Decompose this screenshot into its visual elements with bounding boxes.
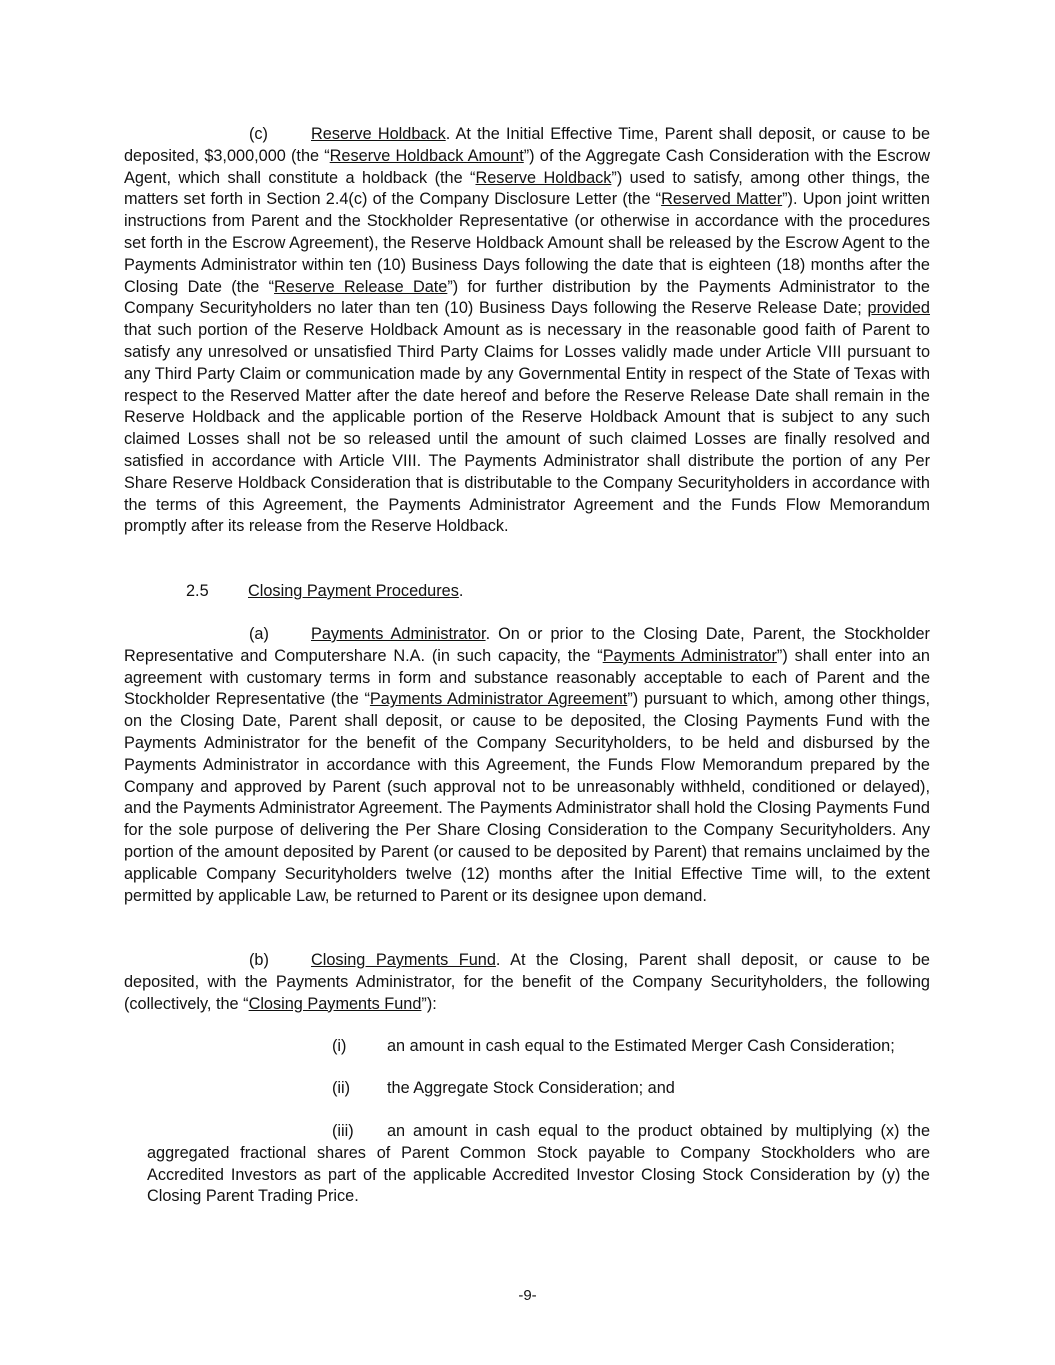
- list-item-text: the Aggregate Stock Consideration; and: [387, 1079, 675, 1097]
- paragraph-reserve-holdback: [124, 124, 930, 538]
- page-number: -9-: [518, 1287, 537, 1304]
- list-item-number: (i): [332, 1037, 347, 1055]
- list-item: [332, 1036, 895, 1058]
- defined-term-reserve-holdback: Reserve Holdback: [475, 168, 612, 187]
- section-title-period: .: [458, 582, 464, 600]
- section-b-label: (b): [249, 951, 269, 969]
- list-item-text: an amount in cash equal to the Estimated Merger Cash Consideration;: [387, 1037, 895, 1055]
- paragraph-payments-administrator: [124, 624, 930, 907]
- list-item: [332, 1078, 675, 1100]
- section-title: Closing Payment Procedures: [248, 582, 459, 600]
- defined-term-reserve-holdback-amount: Reserve Holdback Amount: [329, 146, 524, 165]
- section-c-text-4: ”). Upon joint written instructions from Parent and the Stockholder Representative (or otherwise in accordance with the procedures set forth in the Escrow Agreement), the Reserve Holdback Amount shall be released by the Escrow Agent to the Payments Administrator within ten (10) Business Days following the date that is eighteen (18) months after the Closing Date (the “: [124, 190, 930, 296]
- list-item-text: an amount in cash equal to the product obtained by multiplying (x) the aggregated fractional shares of Parent Common Stock payable to Company Stockholders who are Accredited Investors as part of the applicable Accredited Investor Closing Stock Consideration by (y) the Closing Parent Trading Price.: [147, 1122, 930, 1206]
- section-a-text-1: . On or prior to the Closing Date, Parent, the Stockholder Representative and Computershare N.A. (in such capacity, the “: [124, 625, 930, 665]
- section-b-text-1: . At the Closing, Parent shall deposit, or cause to be deposited, with the Payments Administrator, for the benefit of the Company Securityholders, the following (collectively, the “: [124, 951, 930, 1013]
- section-a-label: (a): [249, 625, 269, 643]
- section-a-text-3: ”) pursuant to which, among other things, on the Closing Date, Parent shall deposit, or cause to be deposited, the Closing Payments Fund with the Payments Administrator for the benefit of the Company Securityholders, to be held and disbursed by the Payments Administrator in accordance with this Agreement, the Funds Flow Memorandum prepared by the Company and approved by Parent (such approval not to be unreasonably withheld, conditioned or delayed), and the Payments Administrator Agreement. The Payments Administrator shall hold the Closing Payments Fund for the sole purpose of delivering the Per Share Closing Consideration to the Company Securityholders. Any portion of the amount deposited by Parent (or caused to be deposited by Parent) that remains unclaimed by the applicable Company Securityholders twelve (12) months after the Initial Effective Time will, to the extent permitted by applicable Law, be returned to Parent or its designee upon demand.: [124, 690, 930, 905]
- section-a-heading: Payments Administrator: [311, 625, 486, 643]
- section-a-text-2: ”) shall enter into an agreement with customary terms in form and substance reasonably acceptable to each of Parent and the Stockholder Representative (the “: [124, 646, 930, 709]
- list-item-number: (ii): [332, 1079, 351, 1097]
- section-number: 2.5: [186, 582, 209, 600]
- section-c-text-5: ”) for further distribution by the Payments Administrator to the Company Securityholders no later than ten (10) Business Days following the Reserve Release Date;: [124, 277, 930, 318]
- defined-term-reserved-matter: Reserved Matter: [661, 190, 783, 209]
- defined-term-reserve-release-date: Reserve Release Date: [274, 277, 448, 296]
- section-b-heading: Closing Payments Fund: [311, 951, 496, 969]
- defined-term-closing-payments-fund: Closing Payments Fund: [248, 994, 422, 1013]
- paragraph-closing-payments-fund: [124, 950, 930, 1015]
- section-heading-2-5: [186, 581, 463, 603]
- section-c-text-1: . At the Initial Effective Time, Parent shall deposit, or cause to be deposited, $3,000,000 (the “: [124, 125, 930, 165]
- section-c-text-2: ”) of the Aggregate Cash Consideration with the Escrow Agent, which shall constitute a holdback (the “: [124, 146, 930, 187]
- section-c-text-6: that such portion of the Reserve Holdback Amount as is necessary in the reasonable good faith of Parent to satisfy any unresolved or unsatisfied Third Party Claims for Losses validly made under Article VIII pursuant to any Third Party Claim or communication made by any Governmental Entity in respect of the State of Texas with respect to the Reserved Matter after the date hereof and before the Reserve Release Date shall remain in the Reserve Holdback and the applicable portion of the Reserve Holdback Amount that is subject to any such claimed Losses shall not be so released until the amount of such claimed Losses are finally resolved and satisfied in accordance with Article VIII. The Payments Administrator shall distribute the portion of any Per Share Reserve Holdback Consideration that is distributable to the Company Securityholders in accordance with the terms of this Agreement, the Payments Administrator Agreement and the Funds Flow Memorandum promptly after its release from the Reserve Holdback.: [124, 321, 930, 536]
- list-item: [147, 1121, 930, 1208]
- defined-term-payments-administrator-agreement: Payments Administrator Agreement: [369, 690, 628, 709]
- defined-term-payments-administrator: Payments Administrator: [602, 646, 777, 665]
- list-item-number: (iii): [332, 1122, 354, 1140]
- proviso-term: provided: [867, 299, 930, 318]
- section-c-text-3: ”) used to satisfy, among other things, the matters set forth in Section 2.4(c) of the Company Disclosure Letter (the “: [124, 168, 930, 209]
- section-b-text-2: ”):: [421, 994, 437, 1013]
- section-c-heading: Reserve Holdback: [311, 125, 446, 143]
- section-c-label: (c): [249, 125, 268, 143]
